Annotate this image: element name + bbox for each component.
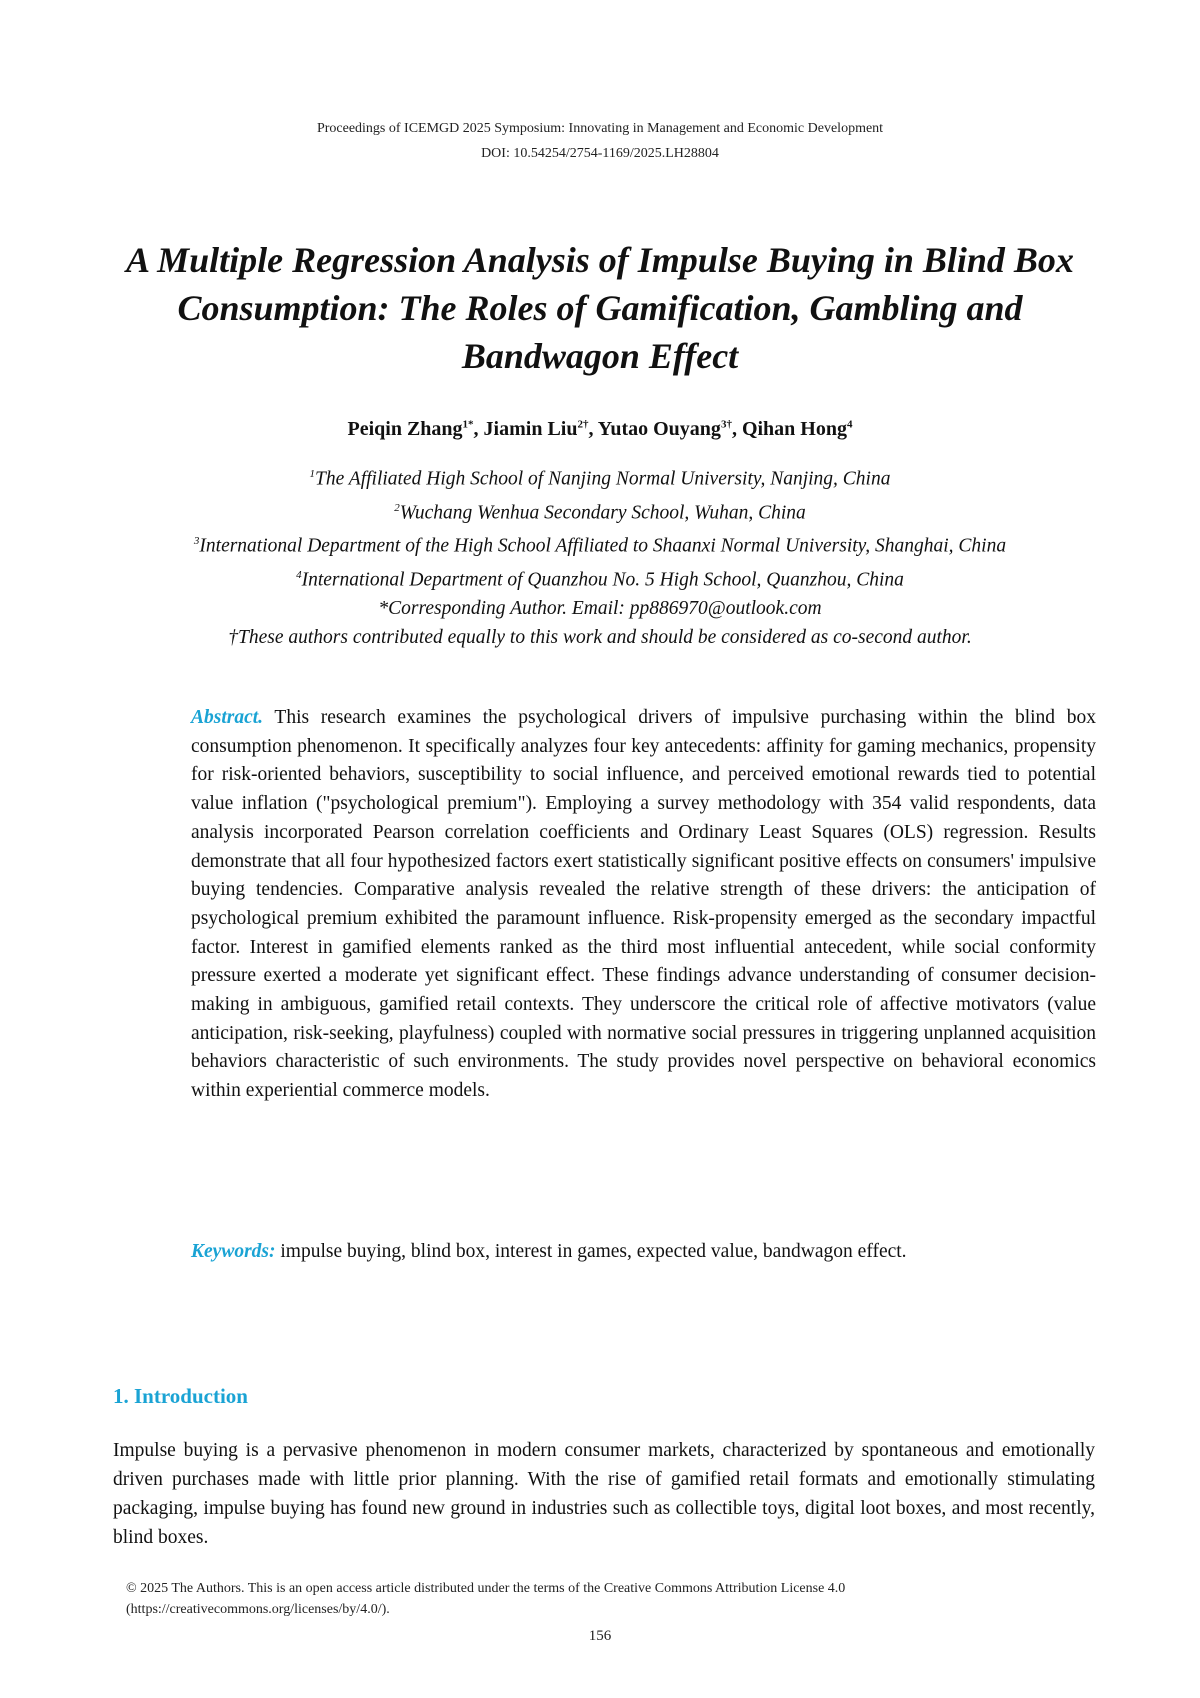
affiliation: $^2$Wuchang Wenhua Secondary School, Wuhan, China [394,501,806,523]
author-affiliation-mark: 1* [462,418,474,431]
corresponding-author: *Corresponding Author. Email: pp886970@outlook.com [378,598,822,619]
section-heading-introduction: 1. Introduction [113,1384,248,1408]
abstract-label: Abstract. [191,707,264,728]
abstract-text: This research examines the psychological drivers of impulsive purchasing within the blind box consumption phenomenon. It specifically analyzes four key antecedents: affinity for gaming mechanics, propensity for risk-oriented behaviors, susceptibility to social influence, and perceived emotional rewards tied to potential value inflation ("psychological premium"). Employing a survey methodology with 354 valid respondents, data analysis incorporated Pearson correlation coefficients and Ordinary Least Squares (OLS) regression. Results demonstrate that all four hypothesized factors exert statistically significant positive effects on consumers' impulsive buying tendencies. Comparative analysis revealed the relative strength of these drivers: the anticipation of psychological premium exhibited the paramount influence. Risk-propensity emerged as the secondary impactful factor. Interest in gamified elements ranked as the third most influential antecedent, while social conformity pressure exerted a moderate yet significant effect. These findings advance understanding of consumer decision-making in ambiguous, gamified retail contexts. They underscore the critical role of affective motivators (value anticipation, risk-seeking, playfulness) coupled with normative social pressures in triggering unplanned acquisition behaviors characteristic of such environments. The study provides novel perspective on behavioral economics within experiential commerce models. [191,707,1096,1102]
license-line: © 2025 The Authors. This is an open access article distributed under the terms of the Creative Commons Attribution License 4.0 [126,1581,846,1596]
doi-line: DOI: 10.54254/2754-1169/2025.LH28804 [481,146,719,161]
license-url[interactable]: (https://creativecommons.org/licenses/by/4.0/). [126,1602,390,1617]
author-list: Peiqin Zhang$^{1*}$, Jiamin Liu$^{2\dagger}$, Yutao Ouyang$^{3\dagger}$, Qihan Hong$^4$ [347,418,853,440]
author-affiliation-mark: 4 [846,418,853,431]
keywords-label: Keywords: [191,1241,276,1262]
affiliation: $^4$International Department of Quanzhou No. 5 High School, Quanzhou, China [296,568,904,590]
running-header [0,116,1200,166]
affiliation: $^3$International Department of the High School Affiliated to Shaanxi Normal University, Shanghai, China [193,535,1007,557]
author-name: Qihan Hong [741,418,847,440]
author-affiliation-mark: 3† [720,418,732,431]
keywords [191,1238,1096,1266]
paper-title: A Multiple Regression Analysis of Impulse Buying in Blind Box Consumption: The Roles of Gamification, Gambling and Bandwagon Effect [126,240,1074,376]
author-affiliation-mark: 2† [577,418,589,431]
affiliation-list [110,460,1090,652]
affiliation: $^1$The Affiliated High School of Nanjing Normal University, Nanjing, China [309,468,891,490]
introduction-paragraph: Impulse buying is a pervasive phenomenon in modern consumer markets, characterized by spontaneous and emotionally driven purchases made with little prior planning. With the rise of gamified retail formats and emotionally stimulating packaging, impulse buying has found new ground in industries such as collectible toys, digital loot boxes, and most recently, blind boxes. [113,1440,1095,1548]
equal-contribution-note: †These authors contributed equally to this work and should be considered as co-second author. [228,627,972,648]
author-name: Yutao Ouyang [597,418,721,440]
keywords-text: impulse buying, blind box, interest in games, expected value, bandwagon effect. [280,1241,907,1262]
proceedings-line: Proceedings of ICEMGD 2025 Symposium: Innovating in Management and Economic Development [316,121,884,136]
abstract [191,704,1096,1106]
license-notice [126,1578,1086,1620]
author-name: Peiqin Zhang [347,418,463,440]
author-name: Jiamin Liu [483,418,578,440]
page-number: 156 [588,1628,612,1644]
